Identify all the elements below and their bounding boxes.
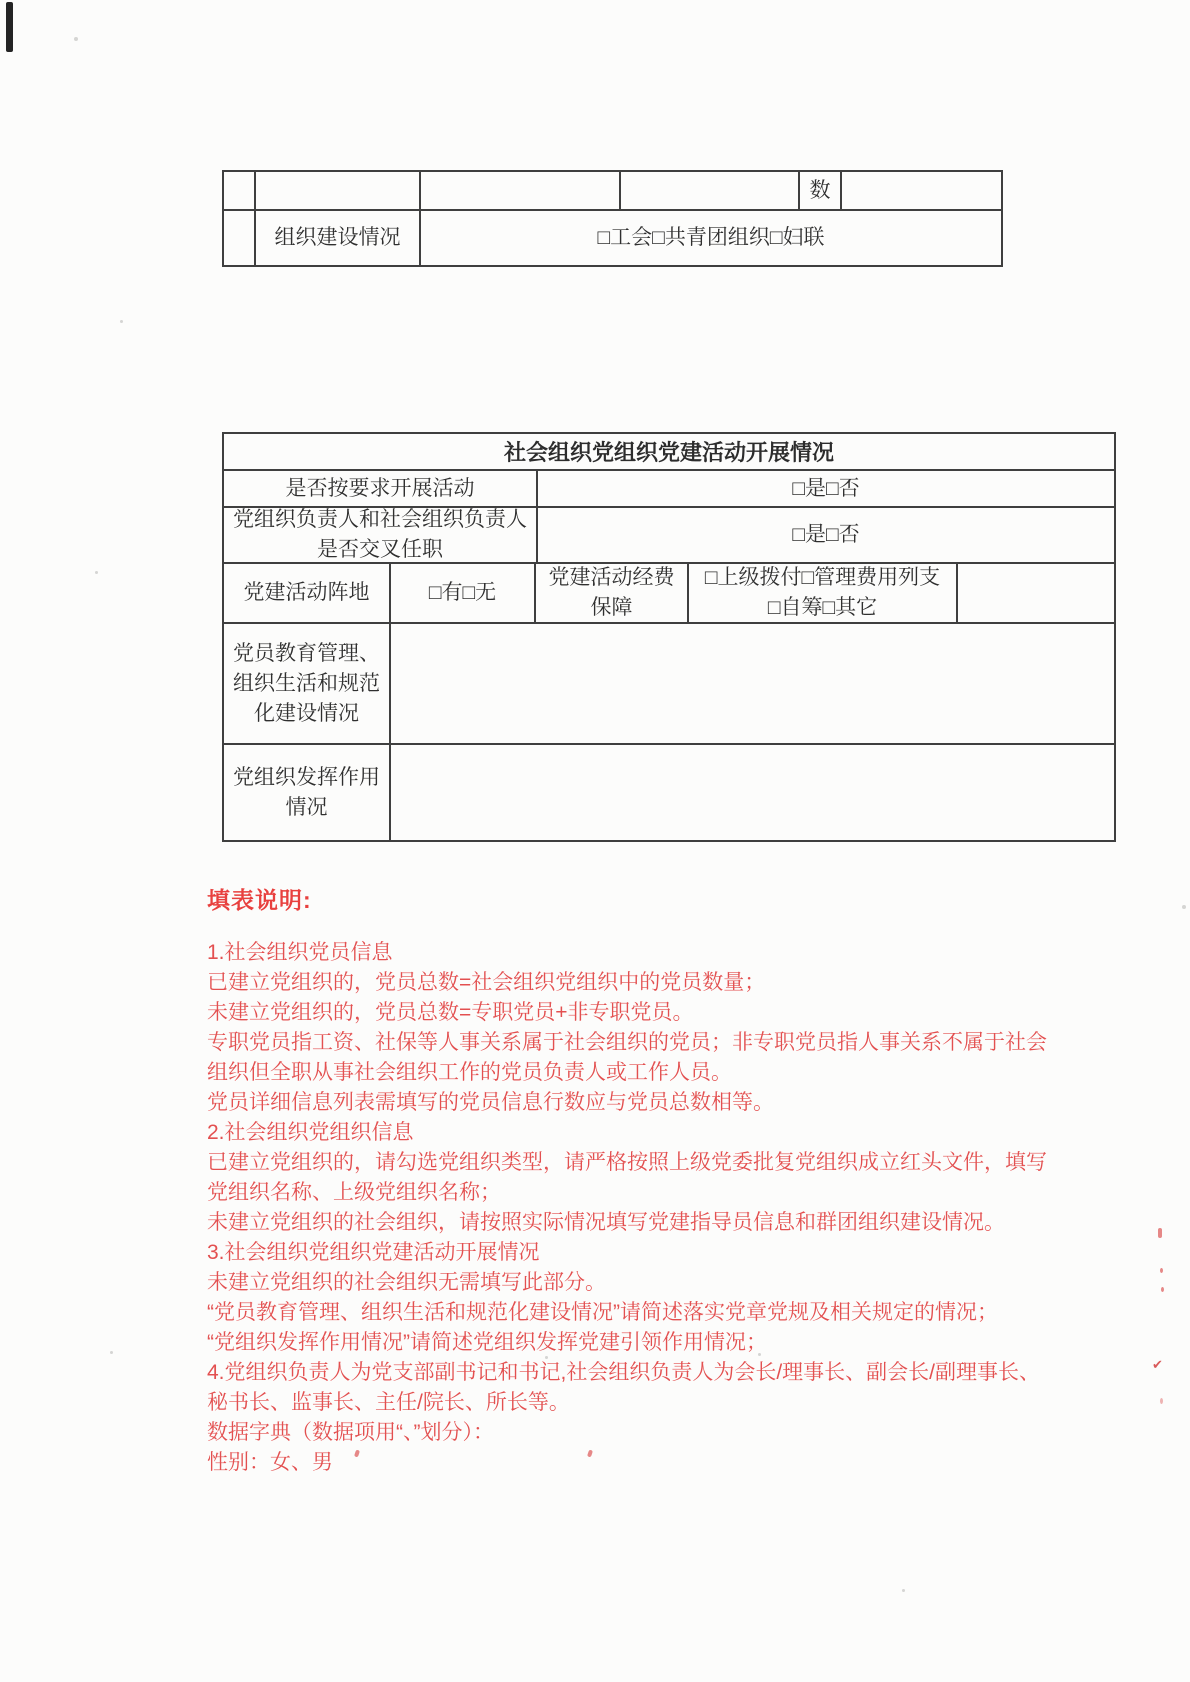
education-label-line1: 党员教育管理、 [233,641,380,665]
education-management-row [224,624,1114,745]
position-label-cell: 党建活动阵地 [224,564,391,622]
note-line: 未建立党组织的社会组织，请按照实际情况填写党建指导员信息和群团组织建设情况。 [207,1211,1005,1234]
cross-appointment-checkbox-cell: □是□否 [792,523,860,546]
education-label-line2: 组织生活和规范 [233,671,380,695]
org-role-input-cell [391,745,1114,840]
activity-required-row [224,471,1114,508]
funding-label-line1: 党建活动经费 [548,566,675,589]
empty-cell [621,172,800,209]
activity-position-row [224,564,1114,624]
note-line: 党员详细信息列表需填写的党员信息行数应与党员总数相等。 [207,1091,774,1114]
org-building-checkbox-cell: □工会□共青团组织□妇联 [597,226,825,249]
scan-checkmark-artifact: ✔ [1152,1357,1163,1372]
org-role-label-line1: 党组织发挥作用 [233,765,380,789]
note-line: 1.社会组织党员信息 [207,941,393,964]
notes-block [207,938,1047,1478]
note-line: 党组织名称、上级党组织名称； [207,1181,501,1204]
funding-checkbox-cell [689,564,958,622]
note-line: 数据字典（数据项用“、”划分）： [207,1421,494,1444]
cross-appointment-label-line2: 是否交叉任职 [317,538,443,561]
position-checkbox-cell: □有□无 [391,564,536,622]
note-line: “党员教育管理、组织生活和规范化建设情况”请简述落实党章党规及相关规定的情况； [207,1301,998,1324]
note-line: 3.社会组织党组织党建活动开展情况 [207,1241,540,1264]
org-role-label-cell [224,745,391,840]
note-line: 4.党组织负责人为党支部副书记和书记,社会组织负责人为会长/理事长、副会长/副理事长、 [207,1361,1041,1384]
activity-required-label-cell: 是否按要求开展活动 [224,471,538,506]
note-line: 组织但全职从事社会组织工作的党员负责人或工作人员。 [207,1061,732,1084]
count-header-cell: 数 [800,172,842,209]
funding-checkbox-line2: □自筹□其它 [767,596,878,619]
note-line: 已建立党组织的，请勾选党组织类型，请严格按照上级党委批复党组织成立红头文件，填写 [207,1151,1047,1174]
scan-speck [902,1589,905,1592]
org-role-label-line2: 情况 [285,795,328,819]
note-line: 2.社会组织党组织信息 [207,1121,414,1144]
activity-required-checkbox-cell: □是□否 [792,476,860,500]
note-line: 专职党员指工资、社保等人事关系属于社会组织的党员；非专职党员指人事关系不属于社会 [207,1031,1047,1054]
note-line: 已建立党组织的，党员总数=社会组织党组织中的党员数量； [207,971,766,994]
note-line: 秘书长、监事长、主任/院长、所长等。 [207,1391,570,1414]
cross-appointment-row [224,508,1114,564]
funding-checkbox-line1: □上级拨付□管理费用列支 [704,566,941,589]
scan-speck [1182,905,1186,909]
party-activity-table-title: 社会组织党组织党建活动开展情况 [224,434,1114,471]
empty-cell [421,172,621,209]
note-line: 性别：女、男 [207,1451,333,1474]
party-activity-table [222,432,1116,842]
note-line: “党组织发挥作用情况”请简述党组织发挥党建引领作用情况； [207,1331,767,1354]
education-label-line3: 化建设情况 [254,701,359,725]
scan-speck-red [1158,1228,1162,1238]
education-management-label-cell [224,624,391,743]
scan-speck [74,37,78,41]
education-management-input-cell [391,624,1114,743]
cross-appointment-label-cell [224,508,538,562]
funding-label-cell [536,564,689,622]
scan-speck [95,571,98,574]
scan-speck [110,1351,113,1354]
scan-speck-red [1160,1398,1163,1404]
empty-cell [958,564,1114,622]
scan-edge-mark [6,2,13,52]
continuation-table-row-1 [224,172,1001,211]
cross-appointment-label-line1: 党组织负责人和社会组织负责人 [233,508,527,531]
funding-label-line2: 保障 [590,596,633,619]
notes-heading: 填表说明: [207,887,312,913]
note-line: 未建立党组织的，党员总数=专职党员+非专职党员。 [207,1001,694,1024]
empty-cell [256,172,421,209]
continuation-table [222,170,1003,267]
continuation-table-row-2 [224,211,1001,265]
empty-cell [224,172,256,209]
note-line: 未建立党组织的社会组织无需填写此部分。 [207,1271,606,1294]
empty-cell [842,172,1001,209]
scan-speck-red [1160,1268,1163,1273]
scan-speck [120,320,123,323]
org-role-row [224,745,1114,840]
empty-cell [224,211,256,265]
org-building-label-cell: 组织建设情况 [256,211,421,265]
scan-speck-red [1161,1287,1164,1292]
